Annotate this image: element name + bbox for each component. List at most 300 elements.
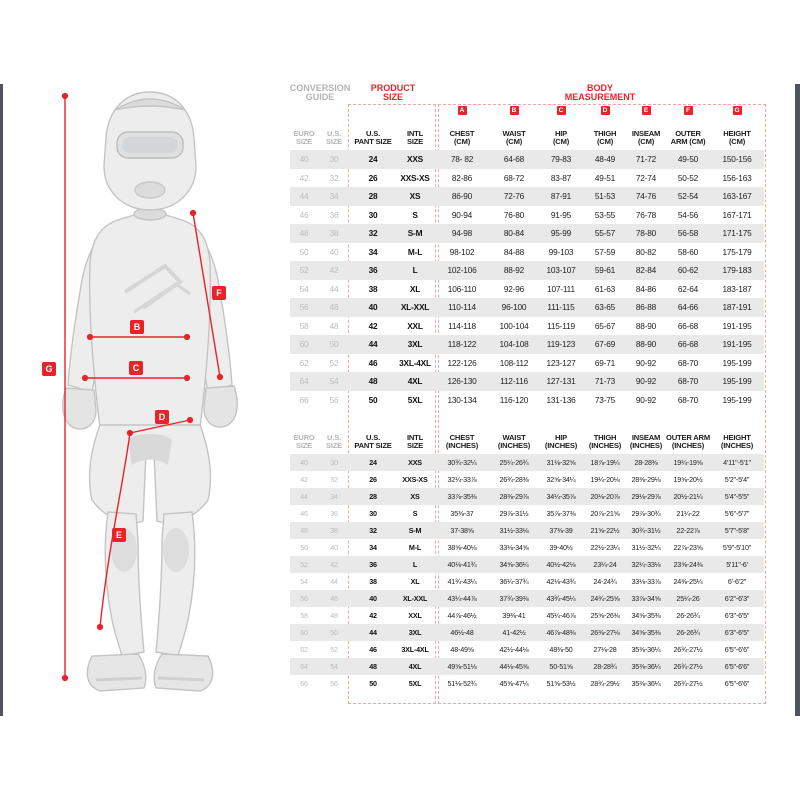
cell: 25⅝-26⅜: [590, 611, 620, 620]
cell: 48-49: [594, 154, 616, 165]
column-header: OUTER ARM (INCHES): [666, 432, 710, 451]
column-header: INSEAM (CM): [631, 128, 661, 147]
measurement-badge-d: D: [601, 106, 610, 115]
cell: 88-90: [635, 320, 657, 331]
column-header: HEIGHT (CM): [723, 128, 751, 147]
cell: 40: [368, 302, 378, 313]
cm-table-header: [290, 117, 764, 150]
cell: 6'3"-6'5": [724, 628, 750, 637]
table-row: [290, 556, 764, 573]
cell: 131-136: [546, 394, 576, 405]
cell: 34: [329, 191, 339, 202]
cell: 32: [330, 475, 338, 484]
column-header: INSEAM (INCHES): [629, 432, 663, 451]
cell: 24-24¾: [593, 577, 617, 586]
cell: 48⅜-50: [549, 645, 573, 654]
cell: 32¼-33⅛: [631, 560, 661, 569]
cell: XL: [409, 283, 421, 294]
cell: 51-53: [594, 191, 616, 202]
cell: 66-68: [677, 339, 699, 350]
cell: 35⅜-36¼: [631, 679, 661, 688]
cell: 24: [368, 154, 378, 165]
cell: 40½-42⅛: [546, 560, 576, 569]
column-header: HEIGHT (INCHES): [720, 432, 754, 451]
measurement-badge-row: [290, 104, 764, 117]
cell: 36¼-37¾: [499, 577, 529, 586]
cell: 27⅛-28: [593, 645, 617, 654]
cell: S: [412, 509, 418, 518]
cell: XXS-XS: [402, 475, 428, 484]
cell: 4'11"-5'1": [723, 458, 751, 467]
cell: 45⅝-47¼: [499, 679, 529, 688]
cell: 54: [330, 662, 338, 671]
cell: 37⅜-39: [549, 526, 573, 535]
cell: 22½-23¼: [590, 543, 620, 552]
cell: 34: [369, 543, 377, 552]
cell: XXS: [408, 458, 422, 467]
cell: 119-123: [546, 339, 576, 350]
table-row: [290, 590, 764, 607]
cell: 34⅝-35⅜: [631, 628, 661, 637]
cell: 78- 82: [450, 154, 474, 165]
cell: 20½-21¼: [673, 492, 703, 501]
cell: 19¼-19⅝: [673, 458, 703, 467]
cell: 76-78: [635, 209, 657, 220]
column-header: THIGH (INCHES): [588, 432, 622, 451]
cell: 65-67: [594, 320, 616, 331]
cell: 21⅝-22½: [590, 526, 620, 535]
cell: 36: [330, 509, 338, 518]
cell: 56: [329, 394, 339, 405]
cell: 92-96: [503, 283, 525, 294]
cell: 38⅝-40⅛: [447, 543, 477, 552]
cell: 68-70: [677, 394, 699, 405]
column-header: OUTER ARM (CM): [670, 128, 706, 147]
cell: 26¾-27½: [673, 679, 703, 688]
cell: 156-163: [722, 172, 752, 183]
column-header: INTL SIZE: [406, 128, 424, 147]
cell: 42: [330, 560, 338, 569]
cell: 44: [330, 577, 338, 586]
column-header: HIP (CM): [552, 128, 570, 147]
cell: 63-65: [594, 302, 616, 313]
cell: 39-40½: [549, 543, 573, 552]
measurement-badge-f: F: [684, 106, 693, 115]
table-row: [290, 607, 764, 624]
cell: 30¾-32¼: [447, 458, 477, 467]
cell: 87-91: [550, 191, 572, 202]
table-row: [290, 317, 764, 336]
cell: 36: [369, 560, 377, 569]
column-header: WAIST (INCHES): [497, 432, 531, 451]
label-g: G: [42, 362, 56, 376]
cell: 43¼-44⅞: [447, 594, 477, 603]
cell: 118-122: [447, 339, 477, 350]
cell: 163-167: [722, 191, 752, 202]
cell: 32⅝-34¼: [546, 475, 576, 484]
cell: 6'5"-6'6": [724, 662, 750, 671]
cell: 183-187: [722, 283, 752, 294]
inches-table-rows: [290, 454, 764, 692]
cell: 49-51: [594, 172, 616, 183]
cell: 52-54: [677, 191, 699, 202]
cell: 32: [368, 228, 378, 239]
cell: 90-92: [635, 357, 657, 368]
cell: 50: [300, 543, 308, 552]
cell: 130-134: [447, 394, 477, 405]
cell: 72-74: [635, 172, 657, 183]
cell: S-M: [408, 526, 422, 535]
column-header: EURO SIZE: [293, 432, 315, 451]
cell: 28⅜-29⅞: [499, 492, 529, 501]
cell: 71-73: [594, 376, 616, 387]
column-header: HIP (INCHES): [544, 432, 578, 451]
cell: 34⅝-35⅜: [631, 611, 661, 620]
cell: 44: [368, 339, 378, 350]
cell: 20⅞-21⅝: [590, 509, 620, 518]
label-b: B: [130, 320, 144, 334]
cell: 22-22⅞: [676, 526, 700, 535]
cell: 58: [299, 320, 309, 331]
cell: 44: [299, 191, 309, 202]
cell: 6'3"-6'5": [724, 611, 750, 620]
cell: 23¼-24: [593, 560, 617, 569]
cell: 38: [329, 228, 339, 239]
measurement-badge-b: B: [510, 106, 519, 115]
cell: 5'6"-5'7": [724, 509, 750, 518]
cell: 56: [300, 594, 308, 603]
measurement-badge-c: C: [557, 106, 566, 115]
cell: 60: [300, 628, 308, 637]
cell: 64: [299, 376, 309, 387]
table-row: [290, 243, 764, 262]
cell: 150-156: [722, 154, 752, 165]
cell: 35⅜-36¼: [631, 662, 661, 671]
cell: 66: [299, 394, 309, 405]
cell: 6'-6'2": [727, 577, 747, 586]
cell: 3XL-4XL: [401, 645, 429, 654]
cell: 28¾-29½: [590, 679, 620, 688]
cell: 56: [299, 302, 309, 313]
cell: 64-68: [503, 154, 525, 165]
badge-cell: [584, 106, 626, 115]
cell: 107-111: [547, 283, 575, 294]
badge-cell: [666, 106, 710, 115]
cell: 96-100: [501, 302, 527, 313]
cell: 19¼-20⅛: [590, 475, 620, 484]
table-row: [290, 539, 764, 556]
cell: 88-90: [635, 339, 657, 350]
cell: 24¾-25⅝: [590, 594, 620, 603]
cell: 42: [299, 172, 309, 183]
badge-cell: [490, 106, 538, 115]
table-row: [290, 206, 764, 225]
cell: 103-107: [546, 265, 576, 276]
cell: 21¼-22: [676, 509, 700, 518]
cell: 36: [368, 265, 378, 276]
column-header: U.S. PANT SIZE: [354, 128, 392, 147]
cell: 54: [329, 376, 339, 387]
cell: 5'2"-5'4": [724, 475, 750, 484]
cell: 33⅞-34⅝: [631, 594, 661, 603]
cell: 171-175: [722, 228, 752, 239]
column-header: U.S. SIZE: [325, 432, 343, 451]
cell: 41¾-43¼: [447, 577, 477, 586]
table-row: [290, 675, 764, 692]
table-row: [290, 372, 764, 391]
cell: XXS-XS: [400, 172, 430, 183]
cell: 68-70: [677, 376, 699, 387]
table-row: [290, 573, 764, 590]
cell: 50: [369, 679, 377, 688]
cell: 123-127: [546, 357, 576, 368]
table-row: [290, 641, 764, 658]
cell: 34⅝-36¼: [499, 560, 529, 569]
cell: 28: [369, 492, 377, 501]
cell: 40: [299, 154, 309, 165]
cell: 195-199: [722, 376, 752, 387]
cell: 80-84: [503, 228, 525, 239]
table-row: [290, 169, 764, 188]
conversion-guide-title: CONVERSION GUIDE: [289, 83, 351, 103]
cell: 35⅞-37⅜: [546, 509, 576, 518]
cell: 48: [330, 611, 338, 620]
cell: 24⅜-25¼: [673, 577, 703, 586]
cell: 29⅛-29⅞: [631, 492, 661, 501]
table-row: [290, 658, 764, 675]
cell: 54: [300, 577, 308, 586]
cell: 30: [330, 458, 338, 467]
cell: 104-108: [499, 339, 529, 350]
cell: 66: [300, 679, 308, 688]
rider-body: [63, 92, 238, 691]
cell: 30: [329, 154, 339, 165]
cell: 48: [329, 320, 339, 331]
cell: 46: [300, 509, 308, 518]
cell: 32¼-33⅞: [447, 475, 477, 484]
cell: 195-199: [722, 394, 752, 405]
column-header: INTL SIZE: [406, 432, 424, 451]
cell: 33⅞-35⅜: [447, 492, 477, 501]
cell: 3XL: [407, 339, 423, 350]
table-row: [290, 522, 764, 539]
cell: 28⅜-29⅛: [631, 475, 661, 484]
cell: 26: [368, 172, 378, 183]
cell: 44⅞-46½: [447, 611, 477, 620]
table-row: [290, 261, 764, 280]
cell: 86-88: [635, 302, 657, 313]
cell: 42½-44⅛: [499, 645, 529, 654]
cell: L: [412, 560, 418, 569]
cell: 48: [300, 526, 308, 535]
cell: 115-119: [547, 320, 575, 331]
cell: 126-130: [447, 376, 477, 387]
column-header: WAIST (CM): [502, 128, 526, 147]
cell: 34: [368, 246, 378, 257]
cell: 36: [329, 209, 339, 220]
table-row: [290, 391, 764, 410]
cell: 84-88: [503, 246, 525, 257]
cell: 73-75: [594, 394, 616, 405]
cell: 24: [369, 458, 377, 467]
cell: 69-71: [594, 357, 616, 368]
badge-cell: [710, 106, 764, 115]
cell: 32: [329, 172, 339, 183]
cell: 3XL-4XL: [399, 357, 431, 368]
cell: 48-49⅝: [450, 645, 474, 654]
cell: 39⅜-41: [502, 611, 526, 620]
cell: 42: [369, 611, 377, 620]
cell: 28-28¾: [593, 662, 617, 671]
table-row: [290, 298, 764, 317]
rider-figure-svg: [30, 80, 280, 720]
cell: 57-59: [594, 246, 616, 257]
cell: 50: [299, 246, 309, 257]
table-row: [290, 471, 764, 488]
cell: 30: [369, 509, 377, 518]
cell: 53-55: [594, 209, 616, 220]
cell: 3XL: [408, 628, 422, 637]
cell: 30: [368, 209, 378, 220]
cell: 5'11"-6': [726, 560, 748, 569]
cell: 46: [329, 302, 339, 313]
cell: 46: [369, 645, 377, 654]
table-row: [290, 454, 764, 471]
cell: 64: [300, 662, 308, 671]
cell: 28-28⅜: [634, 458, 658, 467]
cell: 191-195: [722, 339, 752, 350]
cell: 98-102: [449, 246, 475, 257]
cell: XL: [410, 577, 420, 586]
cell: 50-51⅝: [549, 662, 573, 671]
cell: 108-112: [499, 357, 529, 368]
cell: 46⅞-48⅜: [546, 628, 576, 637]
cell: 179-183: [722, 265, 752, 276]
cell: 35⅜-37: [450, 509, 474, 518]
cell: XXL: [407, 320, 423, 331]
cell: 44⅛-45⅝: [499, 662, 529, 671]
cell: 26¾-28⅜: [499, 475, 529, 484]
cell: 42: [329, 265, 339, 276]
cell: 48: [369, 662, 377, 671]
cell: 60: [299, 339, 309, 350]
left-frame-edge: [0, 84, 3, 716]
cell: 44: [369, 628, 377, 637]
cell: 56-58: [677, 228, 699, 239]
cell: 50-52: [677, 172, 699, 183]
cell: 45¼-46⅞: [546, 611, 576, 620]
label-e: E: [112, 528, 126, 542]
cell: 68-70: [677, 357, 699, 368]
rider-illustration: [30, 80, 280, 720]
cell: 6'2"-6'3": [724, 594, 750, 603]
column-header: CHEST (INCHES): [445, 432, 479, 451]
cell: 5'9"-5'10": [722, 543, 752, 552]
cell: 22⅞-23⅝: [673, 543, 703, 552]
cell: 112-116: [500, 376, 528, 387]
badge-cell: [434, 106, 490, 115]
column-header: CHEST (CM): [449, 128, 475, 147]
cell: 79-83: [550, 154, 572, 165]
table-row: [290, 224, 764, 243]
cell: 71-72: [635, 154, 657, 165]
cell: 30¾-31½: [631, 526, 661, 535]
cell: 41-42½: [502, 628, 526, 637]
group-title-row: [290, 84, 764, 104]
cell: 62: [299, 357, 309, 368]
cell: 23⅝-24⅜: [673, 560, 703, 569]
cell: 4XL: [407, 376, 423, 387]
cell: 86-90: [451, 191, 473, 202]
cell: 54: [299, 283, 309, 294]
cell: 49⅝-51⅛: [447, 662, 477, 671]
label-d: D: [155, 410, 169, 424]
cell: 78-80: [635, 228, 657, 239]
cell: 31½-32¼: [631, 543, 661, 552]
product-size-title: PRODUCT SIZE: [370, 83, 416, 103]
cell: 38: [368, 283, 378, 294]
cell: 76-80: [503, 209, 525, 220]
cell: 52: [330, 645, 338, 654]
cell: 26¾-27½: [673, 645, 703, 654]
cell: 42⅛-43¾: [546, 577, 576, 586]
cell: 5XL: [408, 679, 422, 688]
cell: 48: [299, 228, 309, 239]
cell: XL-XXL: [402, 594, 428, 603]
cell: 48: [368, 376, 378, 387]
cell: 26-26¾: [676, 611, 700, 620]
cell: 51⅛-52¾: [447, 679, 477, 688]
cell: 26-26¾: [676, 628, 700, 637]
cell: 127-131: [546, 376, 576, 387]
cell: 42: [300, 475, 308, 484]
cell: 25¼-26¾: [499, 458, 529, 467]
cell: 46½-48: [450, 628, 474, 637]
cell: XS: [409, 191, 421, 202]
table-row: [290, 335, 764, 354]
cell: 90-94: [451, 209, 473, 220]
cell: 32: [369, 526, 377, 535]
cell: 51⅝-53½: [546, 679, 576, 688]
cell: 110-114: [448, 302, 476, 313]
cell: 187-191: [722, 302, 752, 313]
cell: 46: [299, 209, 309, 220]
table-row: [290, 187, 764, 206]
cell: 83-87: [550, 172, 572, 183]
cell: 80-82: [635, 246, 657, 257]
measurement-badge-g: G: [734, 107, 740, 114]
cell: 40: [369, 594, 377, 603]
cell: 4XL: [408, 662, 422, 671]
cell: 28: [368, 191, 378, 202]
cell: 46: [368, 357, 378, 368]
cell: 34¼-35⅞: [546, 492, 576, 501]
cell: 43¾-45¼: [546, 594, 576, 603]
cell: XS: [410, 492, 420, 501]
right-frame-edge: [795, 84, 800, 716]
cell: 84-86: [635, 283, 657, 294]
cell: 38: [330, 526, 338, 535]
cell: 122-126: [447, 357, 477, 368]
size-tables: [290, 84, 764, 692]
label-c: C: [129, 361, 143, 375]
cell: 37-38⅝: [450, 526, 474, 535]
cell: 33⅛-34⅝: [499, 543, 529, 552]
cell: 59-61: [594, 265, 616, 276]
cell: 68-72: [503, 172, 525, 183]
cell: 58: [300, 611, 308, 620]
column-header: U.S. SIZE: [325, 128, 343, 147]
